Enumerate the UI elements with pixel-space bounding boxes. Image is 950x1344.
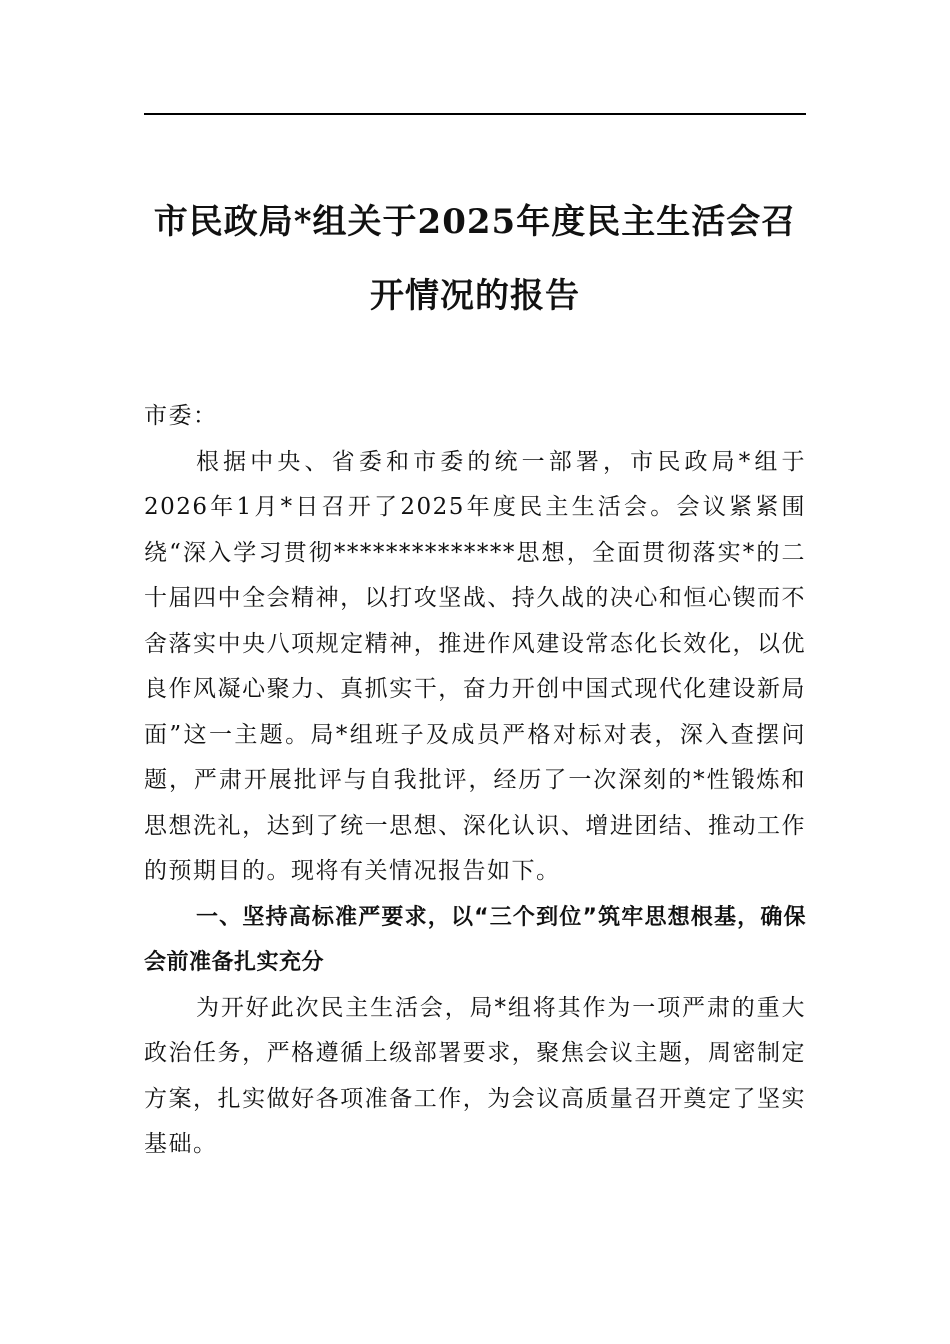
title-line-2: 开情况的报告 — [370, 276, 580, 316]
paragraph-intro: 根据中央、省委和市委的统一部署，市民政局*组于2026年1月*日召开了2025年度民主生活会。会议紧紧围绕“深入学习贯彻**************思想，全面贯彻落实*的二十届四中全会精神，以打攻坚战、持久战的决心和恒心锲而不舍落实中央八项规定精神，推进作风建设常态化长效化，以优良作风凝心聚力、真抓实干，奋力开创中国式现代化建设新局面”这一主题。局*组班子及成员严格对标对表，深入查摆问题，严肃开展批评与自我批评，经历了一次深刻的*性锻炼和思想洗礼，达到了统一思想、深化认识、增进团结、推动工作的预期目的。现将有关情况报告如下。 — [144, 448, 806, 884]
header-rule — [144, 113, 806, 115]
document-body — [144, 394, 806, 1168]
section-heading-1: 一、坚持高标准严要求，以“三个到位”筑牢思想根基，确保会前准备扎实充分 — [144, 904, 806, 975]
title-line-1: 市民政局*组关于2025年度民主生活会召 — [153, 202, 797, 242]
document-title — [144, 185, 806, 333]
paragraph-preparation: 为开好此次民主生活会，局*组将其作为一项严肃的重大政治任务，严格遵循上级部署要求，聚焦会议主题，周密制定方案，扎实做好各项准备工作，为会议高质量召开奠定了坚实基础。 — [144, 994, 806, 1157]
salutation: 市委： — [144, 403, 218, 429]
